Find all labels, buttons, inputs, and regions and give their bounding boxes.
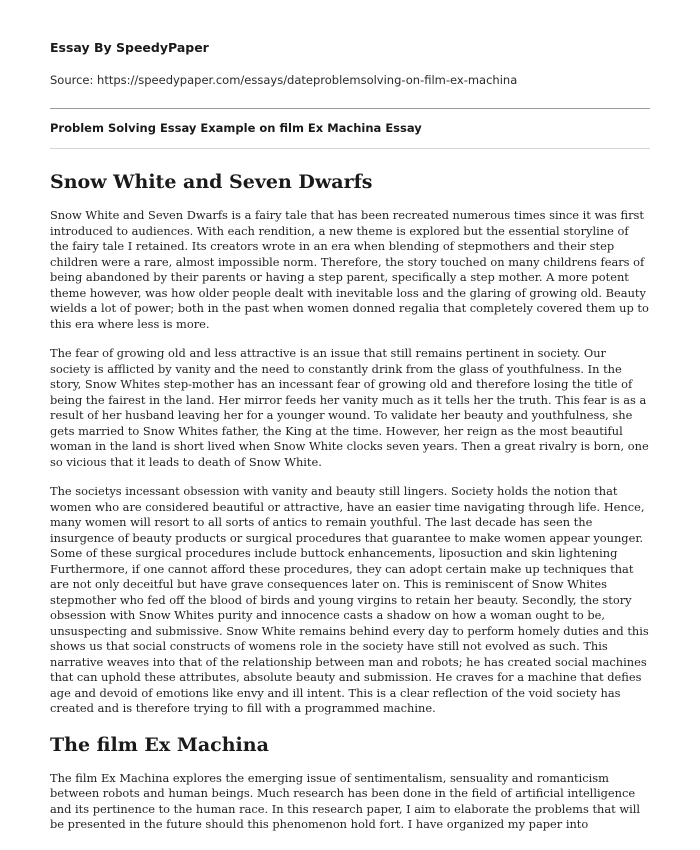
essay-title: Problem Solving Essay Example on film Ex Machina Essay [50, 121, 422, 135]
title-divider [50, 148, 650, 149]
paragraph: Snow White and Seven Dwarfs is a fairy tale that has been recreated numerous times since it was first introduced to audiences. With each rendition, a new theme is explored but the essential storyline of the fairy tale I retained. Its creators wrote in an era when blending of stepmothers and their step children were a rare, almost impossible norm. Therefore, the story touched on many childrens fears of being abandoned by their parents or having a step parent, specifically a step mother. A more potent theme however, was how older people dealt with inevitable loss and the glaring of growing old. Beauty wields a lot of power; both in the past when women donned regalia that completely covered them up to this era where less is more. [50, 208, 649, 331]
document-header [50, 40, 650, 88]
section-heading-snow-white: Snow White and Seven Dwarfs [50, 171, 373, 193]
source-line [50, 72, 650, 88]
source-label: Source: [50, 73, 94, 87]
site-title: Essay By SpeedyPaper [50, 40, 209, 55]
essay-body [50, 168, 650, 847]
paragraph: The societys incessant obsession with vanity and beauty still lingers. Society holds the notion that women who are considered beautiful or attractive, have an easier time navigating through life. Hence, many women will resort to all sorts of antics to remain youthful. The last decade has seen the insurgence of beauty products or surgical procedures that guarantee to make women appear younger. Some of these surgical procedures include buttock enhancements, liposuction and skin lightening Furthermore, if one cannot afford these procedures, they can adopt certain make up techniques that are not only deceitful but have grave consequences later on. This is reminiscent of Snow Whites stepmother who fed off the blood of birds and young virgins to retain her beauty. Secondly, the story obsession with Snow Whites purity and innocence casts a shadow on how a woman ought to be, unsuspecting and submissive. Snow White remains behind every day to perform homely duties and this shows us that social constructs of womens role in the society have still not evolved as such. This narrative weaves into that of the relationship between man and robots; he has created social machines that can uphold these attributes, absolute beauty and submission. He craves for a machine that defies age and devoid of emotions like envy and ill intent. This is a clear reflection of the void society has created and is therefore trying to fill with a programmed machine. [50, 484, 649, 715]
section-heading-ex-machina: The film Ex Machina [50, 733, 269, 756]
source-url-link[interactable]: https://speedypaper.com/essays/dateproblemsolving-on-film-ex-machina [97, 73, 518, 87]
paragraph: The film Ex Machina explores the emerging issue of sentimentalism, sensuality and romanticism between robots and human beings. Much research has been done in the field of artificial intelligence and its pertinence to the human race. In this research paper, I aim to elaborate the problems that will be presented in the future should this phenomenon hold fort. I have organized my paper into [50, 770, 641, 831]
header-divider [50, 108, 650, 109]
paragraph: The fear of growing old and less attractive is an issue that still remains pertinent in society. Our society is afflicted by vanity and the need to constantly drink from the glass of youthfulness. In the story, Snow Whites step-mother has an incessant fear of growing old and therefore losing the title of being the fairest in the land. Her mirror feeds her vanity much as it tells her the truth. This fear is as a result of her husband leaving her for a younger wound. To validate her beauty and youthfulness, she gets married to Snow Whites father, the King at the time. However, her reign as the most beautiful woman in the land is short lived when Snow White clocks seven years. Then a great rivalry is born, one so vicious that it leads to death of Snow White. [50, 346, 649, 469]
